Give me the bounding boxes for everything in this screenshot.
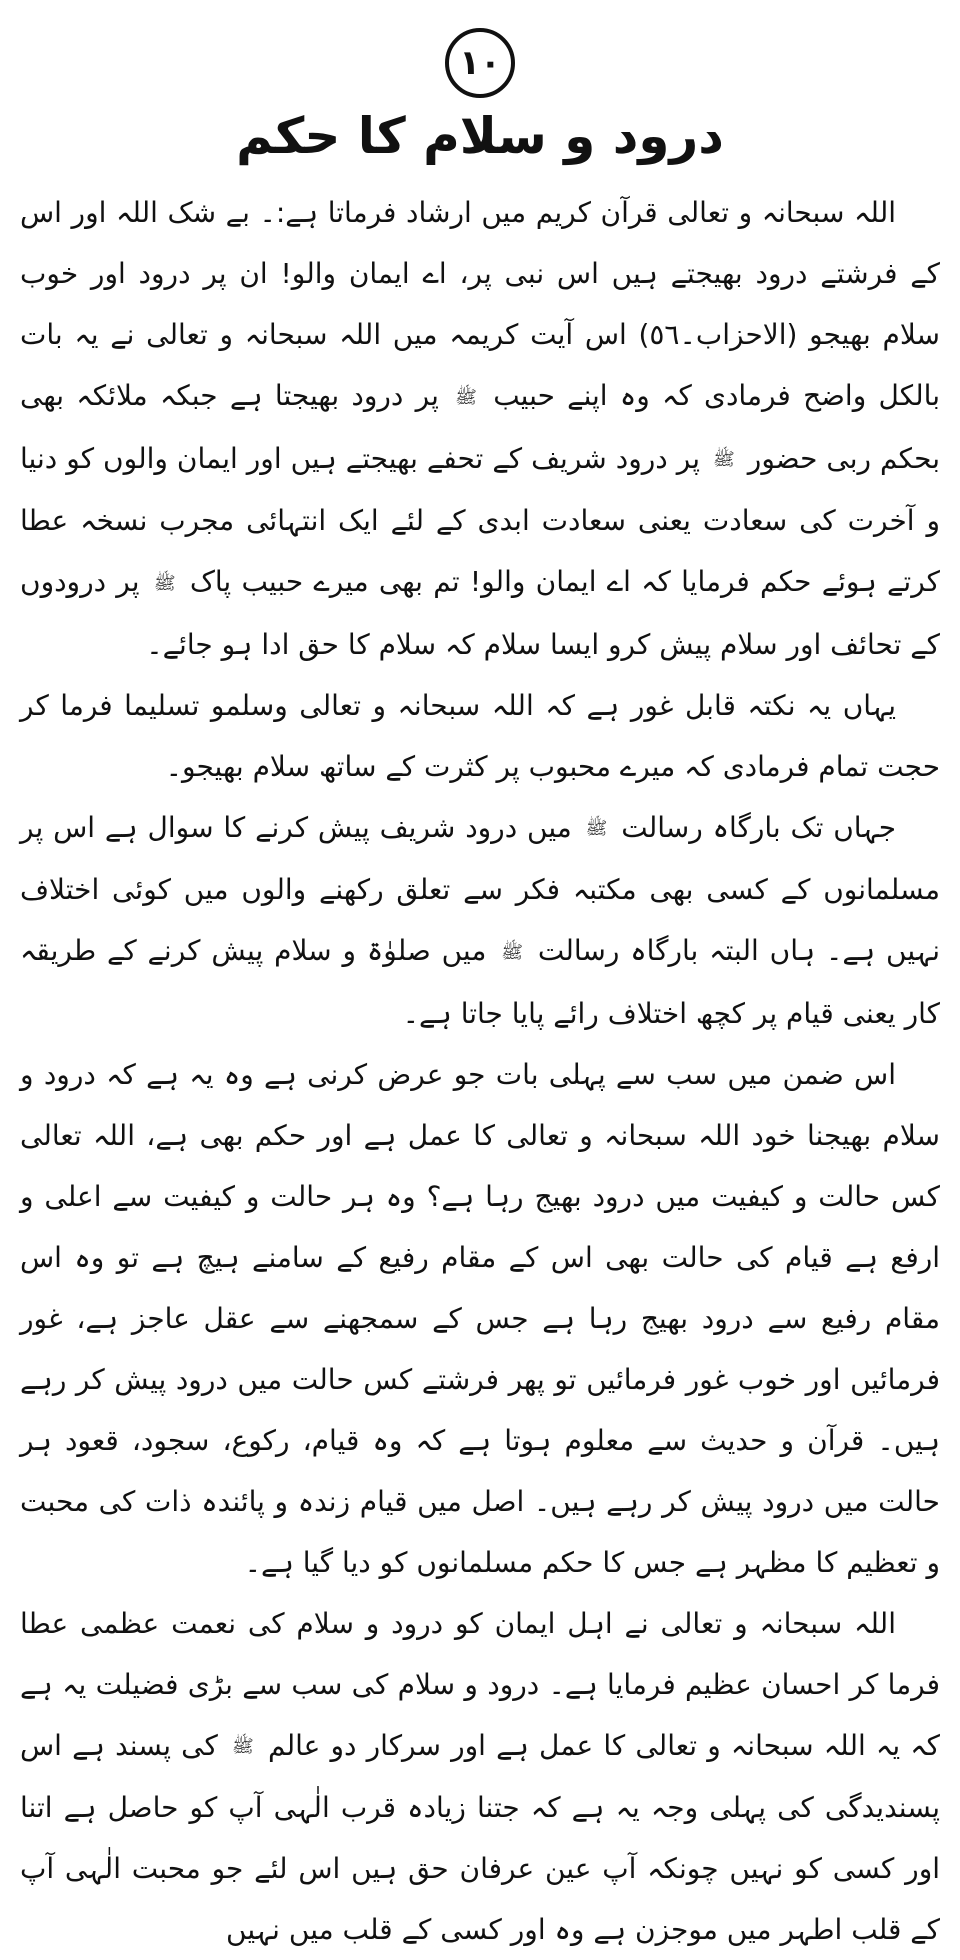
paragraph-3-text-1: جہاں تک بارگاہ رسالت xyxy=(621,811,896,844)
paragraph-1-text-4: پر درودوں کے تحائف اور سلام پیش کرو ایسا سلام کہ سلام کا حق ادا ہو جائے۔ xyxy=(20,565,940,661)
paragraph-1 xyxy=(20,182,940,675)
chapter-number-badge: ١٠ xyxy=(445,28,515,98)
salawat-icon: ﷺ xyxy=(497,942,527,963)
paragraph-5-text-1: اللہ سبحانہ و تعالی نے اہل ایمان کو درود و سلام کی نعمت عظمی عطا فرما کر احسان عظیم فرمایا ہے۔ درود و سلام کی سب سے بڑی فضیلت یہ ہے کہ یہ اللہ سبحانہ و تعالی کا عمل ہے اور سرکار دو عالم xyxy=(20,1607,940,1762)
paragraph-2 xyxy=(20,675,940,797)
salawat-icon: ﷺ xyxy=(582,818,612,839)
salawat-icon: ﷺ xyxy=(709,449,739,470)
paragraph-3-text-3: میں صلوٰۃ و سلام پیش کرنے کے طریقہ کار یعنی قیام پر کچھ اختلاف رائے پایا جاتا ہے۔ xyxy=(20,934,940,1030)
paragraph-1-text-2: پر درود بھیجتا ہے جبکہ ملائکہ بھی بحکم ربی حضور xyxy=(20,379,940,475)
paragraph-4 xyxy=(20,1044,940,1593)
salawat-icon: ﷺ xyxy=(150,573,180,594)
chapter-body xyxy=(20,182,940,1960)
paragraph-3 xyxy=(20,797,940,1044)
chapter-title: درود و سلام کا حکم xyxy=(20,106,940,166)
paragraph-5 xyxy=(20,1593,940,1960)
salawat-icon: ﷺ xyxy=(228,1736,258,1757)
paragraph-1-text-3: پر درود شریف کے تحفے بھیجتے ہیں اور ایمان والوں کو دنیا و آخرت کی سعادت یعنی سعادت ابدی کے لئے ایک انتہائی مجرب نسخہ عطا کرتے ہوئے حکم فرمایا کہ اے ایمان والو! تم بھی میرے حبیب پاک xyxy=(20,442,940,599)
paragraph-2-text-1: یہاں یہ نکتہ قابل غور ہے کہ اللہ سبحانہ و تعالی وسلمو تسلیما فرما کر حجت تمام فرمادی کہ میرے محبوب پر کثرت کے ساتھ سلام بھیجو۔ xyxy=(20,689,940,783)
paragraph-1-text-1: اللہ سبحانہ و تعالی قرآن کریم میں ارشاد فرماتا ہے:۔ بے شک اللہ اور اس کے فرشتے درود بھیجتے ہیں اس نبی پر، اے ایمان والو! ان پر درود اور خوب سلام بھیجو (الاحزاب۔٥٦) اس آیت کریمہ میں اللہ سبحانہ و تعالی نے یہ بات بالکل واضح فرمادی کہ وہ اپنے حبیب xyxy=(20,196,940,412)
salawat-icon: ﷺ xyxy=(451,387,481,408)
paragraph-3-text-2: میں درود شریف پیش کرنے کا سوال ہے اس پر مسلمانوں کے کسی بھی مکتبہ فکر سے تعلق رکھنے والوں میں کوئی اختلاف نہیں ہے۔ ہاں البتہ بارگاہ رسالت xyxy=(20,811,940,968)
paragraph-4-text-1: اس ضمن میں سب سے پہلی بات جو عرض کرنی ہے وہ یہ ہے کہ درود و سلام بھیجنا خود اللہ سبحانہ و تعالی کا عمل ہے اور حکم بھی ہے، اللہ تعالی کس حالت و کیفیت میں درود بھیج رہا ہے؟ وہ ہر حالت و کیفیت سے اعلی و ارفع ہے قیام کی حالت بھی اس کے مقام رفیع کے سامنے ہیچ ہے تو وہ اس مقام رفیع سے درود بھیج رہا ہے جس کے سمجھنے سے عقل عاجز ہے، غور فرمائیں اور خوب غور فرمائیں تو پھر فرشتے کس حالت میں درود پیش کر رہے ہیں۔ قرآن و حدیث سے معلوم ہوتا ہے کہ وہ قیام، رکوع، سجود، قعود ہر حالت میں درود پیش کر رہے ہیں۔ اصل میں قیام زندہ و پائندہ ذات کی محبت و تعظیم کا مظہر ہے جس کا حکم مسلمانوں کو دیا گیا ہے۔ xyxy=(20,1058,940,1579)
paragraph-5-text-2: کی پسند ہے اس پسندیدگی کی پہلی وجہ یہ ہے کہ جتنا زیادہ قرب الٰہی آپ کو حاصل ہے اتنا اور کسی کو نہیں چونکہ آپ عین عرفان حق ہیں اس لئے جو محبت الٰہی آپ کے قلب اطہر میں موجزن ہے وہ اور کسی کے قلب میں نہیں xyxy=(20,1729,940,1947)
